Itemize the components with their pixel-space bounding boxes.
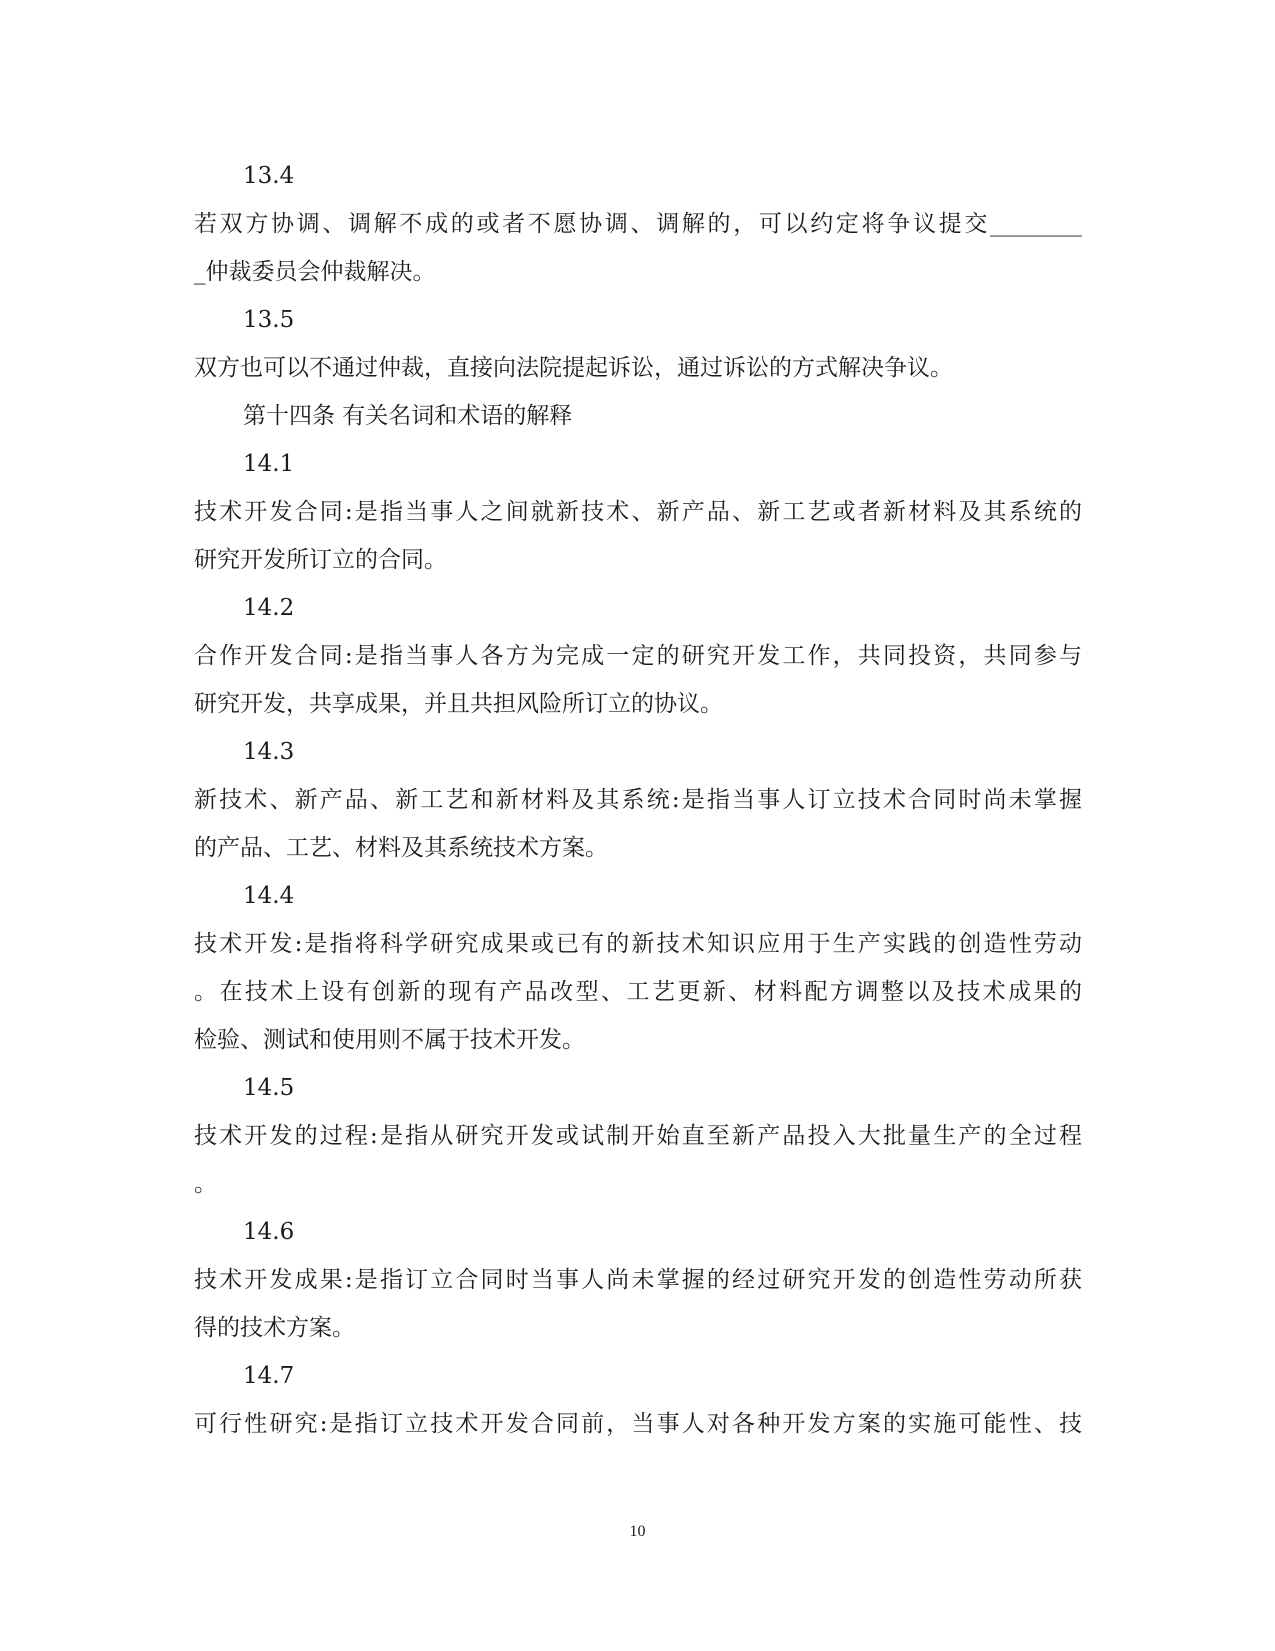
section-heading-line: 14.4	[243, 883, 295, 909]
section-heading-line: 14.2	[243, 595, 295, 621]
body-text-line: _仲裁委员会仲裁解决。	[194, 259, 436, 285]
body-text-line: 技术开发的过程:是指从研究开发或试制开始直至新产品投入大批量生产的全过程	[194, 1123, 1082, 1149]
page-number: 10	[629, 1523, 646, 1540]
section-heading-line: 14.5	[243, 1075, 295, 1101]
body-text-line: 新技术、新产品、新工艺和新材料及其系统:是指当事人订立技术合同时尚未掌握	[194, 787, 1082, 813]
section-heading-line: 14.3	[243, 739, 295, 765]
body-text-line: 合作开发合同:是指当事人各方为完成一定的研究开发工作，共同投资，共同参与	[194, 643, 1082, 669]
section-heading-line: 13.5	[243, 307, 295, 333]
body-text-line: 若双方协调、调解不成的或者不愿协调、调解的，可以约定将争议提交________	[194, 211, 1082, 237]
section-heading-line: 14.6	[243, 1219, 295, 1245]
section-heading-line: 14.1	[243, 451, 295, 477]
section-heading-line: 第十四条 有关名词和术语的解释	[243, 403, 573, 429]
body-text-line: 。在技术上设有创新的现有产品改型、工艺更新、材料配方调整以及技术成果的	[194, 979, 1082, 1005]
body-text-line: 研究开发，共享成果，并且共担风险所订立的协议。	[194, 691, 723, 717]
body-text-line: 可行性研究:是指订立技术开发合同前，当事人对各种开发方案的实施可能性、技	[194, 1411, 1082, 1437]
body-text-line: 的产品、工艺、材料及其系统技术方案。	[194, 835, 608, 861]
body-text-line: 。	[194, 1171, 217, 1197]
section-heading-line: 13.4	[243, 163, 295, 189]
body-text-line: 研究开发所订立的合同。	[194, 547, 447, 573]
body-text-line: 检验、测试和使用则不属于技术开发。	[194, 1027, 585, 1053]
body-text-line: 得的技术方案。	[194, 1315, 355, 1341]
body-text-line: 双方也可以不通过仲裁，直接向法院提起诉讼，通过诉讼的方式解决争议。	[194, 355, 953, 381]
body-text-line: 技术开发合同:是指当事人之间就新技术、新产品、新工艺或者新材料及其系统的	[194, 499, 1082, 525]
document-body	[194, 152, 1082, 1448]
body-text-line: 技术开发成果:是指订立合同时当事人尚未掌握的经过研究开发的创造性劳动所获	[194, 1267, 1082, 1293]
section-heading-line: 14.7	[243, 1363, 295, 1389]
body-text-line: 技术开发:是指将科学研究成果或已有的新技术知识应用于生产实践的创造性劳动	[194, 931, 1082, 957]
